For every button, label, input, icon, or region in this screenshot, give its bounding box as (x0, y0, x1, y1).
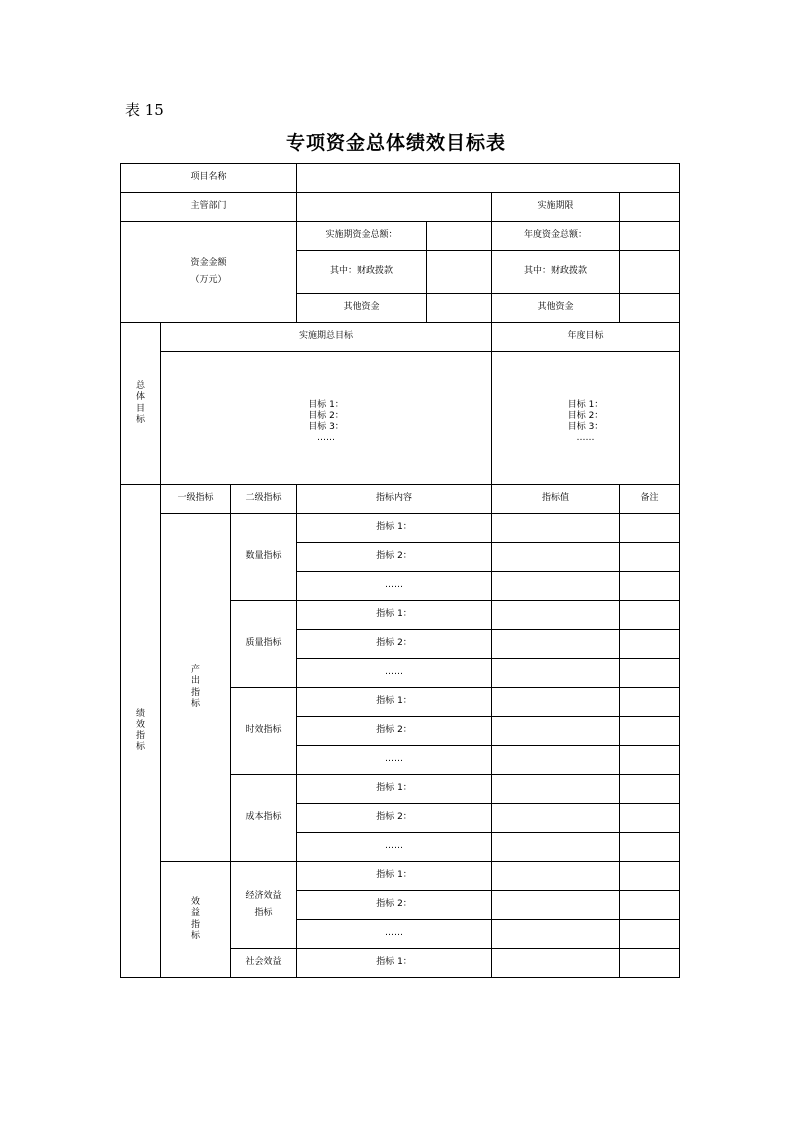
remark-cell[interactable] (620, 775, 680, 804)
indicator-item[interactable]: 指标 1： (297, 862, 492, 891)
indicator-item[interactable]: …… (297, 572, 492, 601)
project-name-row (121, 164, 680, 193)
period-label: 实施期限 (492, 193, 620, 222)
timeliness-indicator: 时效指标 (231, 688, 297, 775)
quantity-indicator: 数量指标 (231, 514, 297, 601)
table-row (121, 862, 680, 891)
indicator-item[interactable]: 指标 2： (297, 804, 492, 833)
remark-cell[interactable] (620, 572, 680, 601)
indicator-value-cell[interactable] (492, 949, 620, 978)
period-total-label: 实施期资金总额： (297, 222, 427, 251)
department-row (121, 193, 680, 222)
period-value[interactable] (620, 193, 680, 222)
funds-row-1 (121, 222, 680, 251)
remark-cell[interactable] (620, 543, 680, 572)
remark-cell[interactable] (620, 949, 680, 978)
indicator-value-cell[interactable] (492, 572, 620, 601)
indicator-item[interactable]: …… (297, 920, 492, 949)
annual-total-label: 年度资金总额： (492, 222, 620, 251)
header-value: 指标值 (492, 485, 620, 514)
indicator-item[interactable]: …… (297, 659, 492, 688)
indicator-value-cell[interactable] (492, 775, 620, 804)
indicator-value-cell[interactable] (492, 717, 620, 746)
indicator-item[interactable]: 指标 1： (297, 514, 492, 543)
remark-cell[interactable] (620, 891, 680, 920)
overall-goal-side-label: 总 体 目 标 (121, 323, 161, 485)
indicator-header-row (121, 485, 680, 514)
indicator-value-cell[interactable] (492, 514, 620, 543)
remark-cell[interactable] (620, 862, 680, 891)
header-level1: 一级指标 (161, 485, 231, 514)
benefit-indicator-label: 效 益 指 标 (161, 862, 231, 978)
remark-cell[interactable] (620, 514, 680, 543)
fiscal-label-2: 其中：财政拨款 (492, 251, 620, 294)
indicator-value-cell[interactable] (492, 920, 620, 949)
output-indicator-label: 产 出 指 标 (161, 514, 231, 862)
performance-target-table (120, 163, 680, 978)
remark-cell[interactable] (620, 804, 680, 833)
remark-cell[interactable] (620, 717, 680, 746)
remark-cell[interactable] (620, 833, 680, 862)
overall-goal-header-row (121, 323, 680, 352)
department-label: 主管部门 (121, 193, 297, 222)
table-label: 表 15 (125, 101, 164, 119)
quality-indicator: 质量指标 (231, 601, 297, 688)
remark-cell[interactable] (620, 630, 680, 659)
indicator-value-cell[interactable] (492, 659, 620, 688)
indicator-value-cell[interactable] (492, 891, 620, 920)
period-goal-content[interactable]: 目标 1： 目标 2： 目标 3： …… (161, 352, 492, 485)
indicator-item[interactable]: 指标 1： (297, 601, 492, 630)
overall-goal-content-row (121, 352, 680, 485)
funds-label-line-1: 资金金额 (190, 257, 227, 268)
indicator-value-cell[interactable] (492, 688, 620, 717)
annual-goal-content[interactable]: 目标 1： 目标 2： 目标 3： …… (492, 352, 680, 485)
indicator-item[interactable]: …… (297, 746, 492, 775)
fiscal-value-2[interactable] (620, 251, 680, 294)
remark-cell[interactable] (620, 601, 680, 630)
indicator-value-cell[interactable] (492, 833, 620, 862)
indicator-value-cell[interactable] (492, 862, 620, 891)
cost-indicator: 成本指标 (231, 775, 297, 862)
other-value-2[interactable] (620, 294, 680, 323)
indicator-item[interactable]: 指标 2： (297, 891, 492, 920)
indicator-item[interactable]: 指标 1： (297, 688, 492, 717)
indicator-value-cell[interactable] (492, 601, 620, 630)
header-remark: 备注 (620, 485, 680, 514)
remark-cell[interactable] (620, 920, 680, 949)
funds-label-line-2: （万元） (190, 275, 227, 285)
indicator-value-cell[interactable] (492, 630, 620, 659)
project-name-label: 项目名称 (121, 164, 297, 193)
indicator-item[interactable]: 指标 2： (297, 630, 492, 659)
fiscal-value-1[interactable] (427, 251, 492, 294)
header-level2: 二级指标 (231, 485, 297, 514)
economic-benefit-indicator: 经济效益 指标 (231, 862, 297, 949)
indicator-item[interactable]: 指标 1： (297, 775, 492, 804)
funds-label (121, 222, 297, 323)
remark-cell[interactable] (620, 659, 680, 688)
performance-side-label: 绩 效 指 标 (121, 485, 161, 978)
social-benefit-indicator: 社会效益 (231, 949, 297, 978)
document-title: 专项资金总体绩效目标表 (285, 132, 506, 154)
annual-total-value[interactable] (620, 222, 680, 251)
indicator-value-cell[interactable] (492, 543, 620, 572)
other-label-1: 其他资金 (297, 294, 427, 323)
indicator-item[interactable]: …… (297, 833, 492, 862)
remark-cell[interactable] (620, 746, 680, 775)
indicator-value-cell[interactable] (492, 804, 620, 833)
department-value[interactable] (297, 193, 492, 222)
indicator-item[interactable]: 指标 2： (297, 717, 492, 746)
other-label-2: 其他资金 (492, 294, 620, 323)
period-goal-header: 实施期总目标 (161, 323, 492, 352)
remark-cell[interactable] (620, 688, 680, 717)
other-value-1[interactable] (427, 294, 492, 323)
indicator-item[interactable]: 指标 1： (297, 949, 492, 978)
period-total-value[interactable] (427, 222, 492, 251)
indicator-item[interactable]: 指标 2： (297, 543, 492, 572)
fiscal-label-1: 其中：财政拨款 (297, 251, 427, 294)
header-content: 指标内容 (297, 485, 492, 514)
annual-goal-header: 年度目标 (492, 323, 680, 352)
project-name-value[interactable] (297, 164, 680, 193)
indicator-value-cell[interactable] (492, 746, 620, 775)
table-row (121, 514, 680, 543)
